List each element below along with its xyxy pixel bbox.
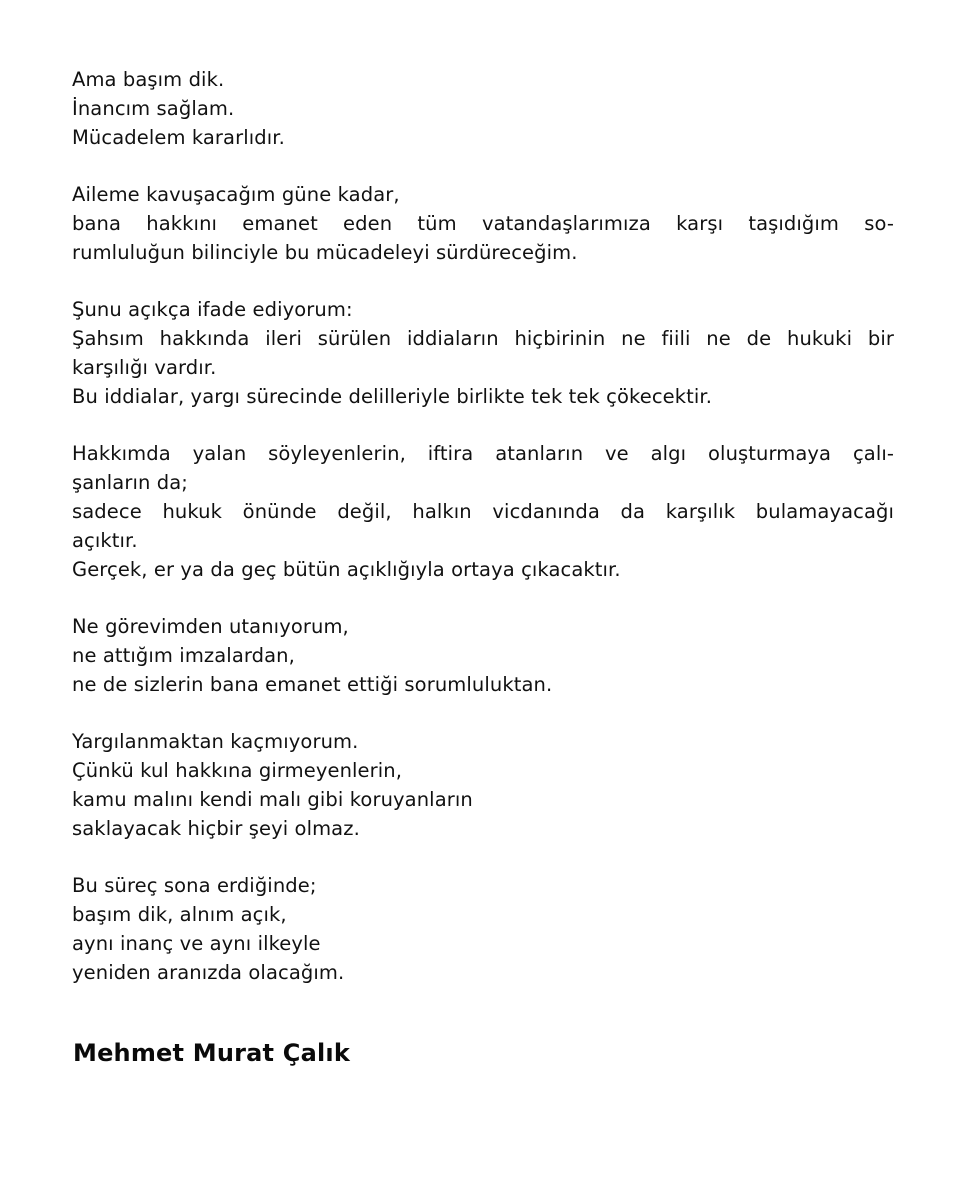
paragraph-3 [72,296,894,411]
text-line: Ne görevimden utanıyorum, [72,615,349,639]
text-line: Aileme kavuşacağım güne kadar, [72,183,400,207]
text-line: karşılığı vardır. [72,355,217,379]
text-line: Mücadelem kararlıdır. [72,125,285,149]
text-line: Bu iddialar, yargı sürecinde delilleriyle birlikte tek tek çökecektir. [72,384,713,408]
text-line: Çünkü kul hakkına girmeyenlerin, [72,759,403,783]
paragraph-7 [72,872,894,987]
text-line: aynı inanç ve aynı ilkeyle [72,931,321,955]
text-line: Ama başım dik. [72,68,225,91]
text-line: açıktır. [72,528,138,552]
text-line: ne attığım imzalardan, [72,643,295,667]
text-line: Hakkımda yalan söyleyenlerin, iftira atanların ve algı oluşturmaya çalı- [72,442,894,466]
text-line: yeniden aranızda olacağım. [72,960,345,984]
text-line: bana hakkını emanet eden tüm vatandaşlarımıza karşı taşıdığım so- [72,211,894,235]
text-line: Şahsım hakkında ileri sürülen iddiaların hiçbirinin ne fiili ne de hukuki bir [72,327,894,351]
paragraph-6 [72,728,894,843]
text-line: rumluluğun bilinciyle bu mücadeleyi sürdüreceğim. [72,240,578,264]
text-line: saklayacak hiçbir şeyi olmaz. [72,816,360,840]
text-line: ne de sizlerin bana emanet ettiği sorumluluktan. [72,672,553,696]
paragraph-5 [72,613,894,699]
text-line: Gerçek, er ya da geç bütün açıklığıyla ortaya çıkacaktır. [72,557,621,581]
paragraph-4 [72,440,894,584]
text-line: şanların da; [72,471,188,495]
text-line: başım dik, alnım açık, [72,903,287,927]
text-line: sadece hukuk önünde değil, halkın vicdanında da karşılık bulamayacağı [72,499,894,523]
text-line: kamu malını kendi malı gibi koruyanların [72,787,473,811]
text-line: İnancım sağlam. [72,96,235,120]
paragraph-1 [72,66,894,152]
text-line: Bu süreç sona erdiğinde; [72,874,317,898]
letter-body [72,66,894,1016]
text-line: Şunu açıkça ifade ediyorum: [72,298,353,322]
paragraph-2 [72,181,894,267]
text-line: Yargılanmaktan kaçmıyorum. [72,730,359,754]
signature-name: Mehmet Murat Çalık [73,1039,351,1067]
